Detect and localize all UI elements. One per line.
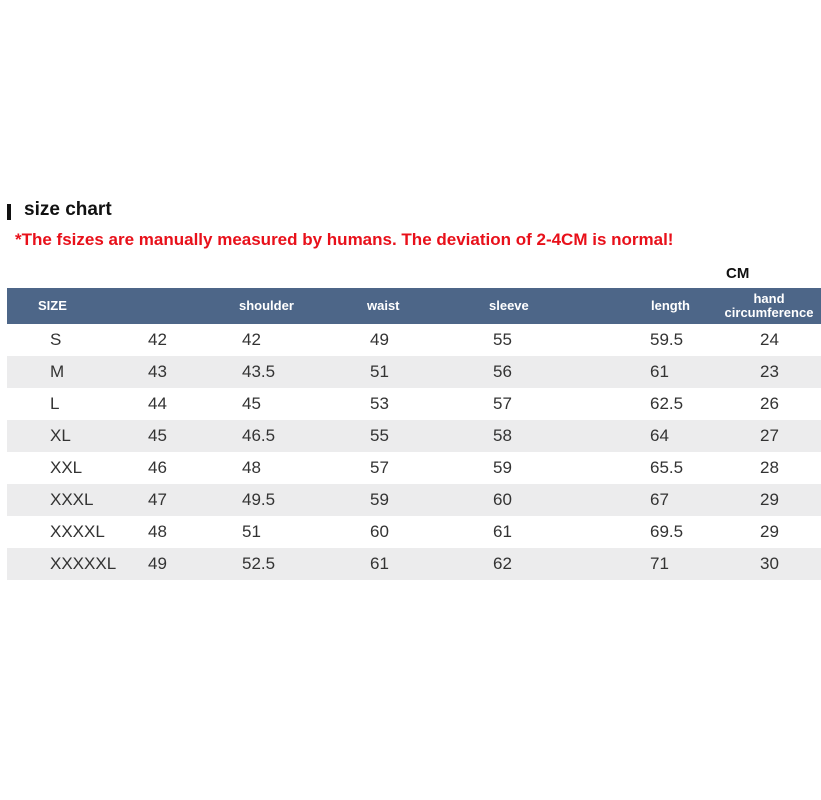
- table-cell: 60: [370, 522, 389, 541]
- table-cell: 61: [370, 554, 389, 573]
- table-cell: 29: [760, 522, 779, 541]
- header-waist: waist: [367, 298, 400, 313]
- table-cell: 46: [148, 458, 167, 477]
- table-cell: XXXXXL: [50, 554, 117, 573]
- table-cell: 51: [370, 362, 389, 381]
- table-cell: S: [50, 330, 62, 349]
- table-cell: 59: [370, 490, 389, 509]
- table-cell: 53: [370, 394, 389, 413]
- table-cell: 69.5: [650, 522, 684, 541]
- table-cell: 24: [760, 330, 779, 349]
- table-cell: 30: [760, 554, 779, 573]
- table-cell: 43.5: [242, 362, 276, 381]
- table-cell: 49: [370, 330, 389, 349]
- table-cell: 45: [242, 394, 261, 413]
- table-cell: XXXXL: [50, 522, 105, 541]
- table-cell: 61: [650, 362, 669, 381]
- table-cell: 56: [493, 362, 512, 381]
- table-cell: 65.5: [650, 458, 684, 477]
- unit-label: CM: [726, 265, 750, 282]
- table-cell: 57: [370, 458, 389, 477]
- table-row: [7, 548, 821, 580]
- table-cell: 49: [148, 554, 167, 573]
- table-cell: 55: [370, 426, 389, 445]
- table-cell: 62.5: [650, 394, 684, 413]
- table-cell: 44: [148, 394, 167, 413]
- table-row: [7, 420, 821, 452]
- table-cell: 43: [148, 362, 167, 381]
- header-shoulder: shoulder: [239, 298, 294, 313]
- table-cell: 47: [148, 490, 167, 509]
- table-cell: 55: [493, 330, 512, 349]
- table-cell: 26: [760, 394, 779, 413]
- measurement-note: *The fsizes are manually measured by humans. The deviation of 2-4CM is normal!: [15, 230, 674, 249]
- table-cell: 57: [493, 394, 512, 413]
- table-cell: 58: [493, 426, 512, 445]
- table-cell: 29: [760, 490, 779, 509]
- table-cell: 71: [650, 554, 669, 573]
- table-cell: 45: [148, 426, 167, 445]
- table-cell: 59.5: [650, 330, 684, 349]
- table-row: [7, 452, 821, 484]
- table-cell: M: [50, 362, 65, 381]
- table-cell: 28: [760, 458, 779, 477]
- table-cell: 49.5: [242, 490, 276, 509]
- table-row: [7, 484, 821, 516]
- table-cell: XXL: [50, 458, 83, 477]
- page-title: size chart: [24, 199, 112, 220]
- header-blank: [147, 288, 237, 324]
- table-row: [7, 516, 821, 548]
- table-row: [7, 388, 821, 420]
- size-table: [7, 288, 821, 580]
- table-cell: L: [50, 394, 60, 413]
- table-cell: 59: [493, 458, 512, 477]
- table-cell: 64: [650, 426, 669, 445]
- table-header-row: [7, 288, 821, 324]
- table-row: [7, 356, 821, 388]
- header-hand-circumference: hand circumference: [724, 291, 814, 320]
- table-cell: 52.5: [242, 554, 276, 573]
- table-cell: 42: [148, 330, 167, 349]
- table-cell: 46.5: [242, 426, 276, 445]
- table-cell: XXXL: [50, 490, 94, 509]
- title-accent-bar: [7, 204, 11, 220]
- table-cell: 48: [242, 458, 261, 477]
- table-cell: 42: [242, 330, 261, 349]
- table-cell: 48: [148, 522, 167, 541]
- table-cell: 51: [242, 522, 261, 541]
- table-cell: XL: [50, 426, 71, 445]
- header-length: length: [651, 298, 690, 313]
- table-cell: 62: [493, 554, 512, 573]
- table-cell: 23: [760, 362, 779, 381]
- table-row: [7, 324, 821, 356]
- table-cell: 27: [760, 426, 779, 445]
- table-cell: 61: [493, 522, 512, 541]
- header-sleeve: sleeve: [489, 298, 529, 313]
- header-size: SIZE: [38, 298, 67, 313]
- table-cell: 67: [650, 490, 669, 509]
- table-cell: 60: [493, 490, 512, 509]
